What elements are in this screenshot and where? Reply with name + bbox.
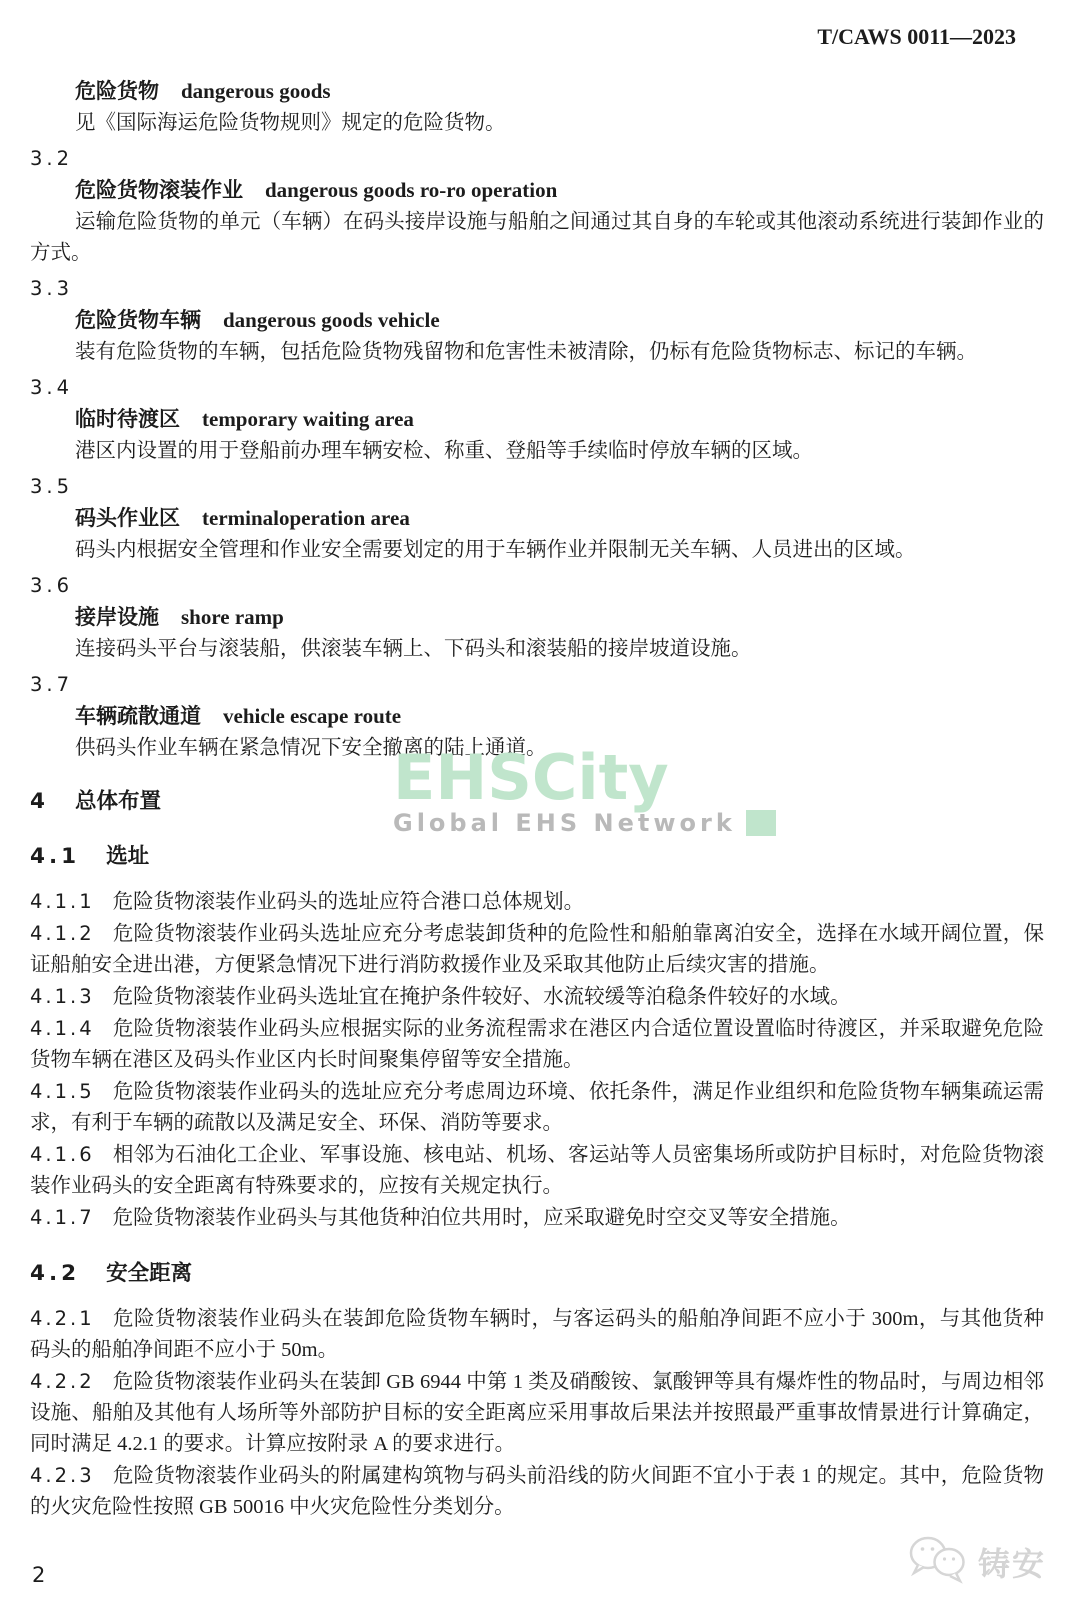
term-heading bbox=[30, 175, 1044, 207]
section-4-2-heading bbox=[30, 1258, 1044, 1289]
clause-4-1-3 bbox=[30, 981, 1044, 1013]
section-4-heading bbox=[30, 786, 1044, 817]
term-zh: 危险货物车辆 bbox=[75, 309, 201, 332]
section-title: 总体布置 bbox=[74, 789, 161, 813]
watermark-subtitle: Global EHS Network bbox=[393, 809, 736, 837]
section-title: 安全距离 bbox=[106, 1261, 193, 1285]
term-number: 3.6 bbox=[30, 574, 74, 597]
section-number: 4.2 bbox=[30, 1261, 81, 1286]
footer-logo bbox=[906, 1533, 1046, 1595]
clause-number: 4.1.6 bbox=[30, 1143, 95, 1166]
clause-text: 危险货物滚装作业码头应根据实际的业务流程需求在港区内合适位置设置临时待渡区，并采取避免危险货物车辆在港区及码头作业区内长时间聚集停留等安全措施。 bbox=[30, 1018, 1044, 1071]
term-number: 3.3 bbox=[30, 277, 74, 300]
term-en: vehicle escape route bbox=[223, 704, 402, 728]
term-en: dangerous goods bbox=[181, 79, 331, 103]
clause-number: 4.1.7 bbox=[30, 1206, 95, 1229]
term-zh: 危险货物滚装作业 bbox=[75, 179, 243, 202]
term-zh: 码头作业区 bbox=[75, 507, 180, 530]
term-definition: 连接码头平台与滚装船，供滚装车辆上、下码头和滚装船的接岸坡道设施。 bbox=[75, 638, 752, 660]
clause-text: 危险货物滚装作业码头的选址应充分考虑周边环境、依托条件，满足作业组织和危险货物车辆集疏运需求，有利于车辆的疏散以及满足安全、环保、消防等要求。 bbox=[30, 1081, 1044, 1134]
term-en: temporary waiting area bbox=[202, 407, 414, 431]
term-number: 3.7 bbox=[30, 673, 74, 696]
clause-text: 危险货物滚装作业码头选址应充分考虑装卸货种的危险性和船舶靠离泊安全，选择在水域开阔位置，保证船舶安全进出港，方便紧急情况下进行消防救援作业及采取其他防止后续灾害的措施。 bbox=[30, 923, 1044, 976]
term-number: 3.2 bbox=[30, 147, 74, 170]
term-definition: 港区内设置的用于登船前办理车辆安检、称重、登船等手续临时停放车辆的区域。 bbox=[75, 440, 813, 462]
term-number: 3.4 bbox=[30, 376, 74, 399]
term-definition: 见《国际海运危险货物规则》规定的危险货物。 bbox=[75, 112, 506, 134]
clause-text: 危险货物滚装作业码头的附属建构筑物与码头前沿线的防火间距不宜小于表 1 的规定。其中，危险货物的火灾危险性按照 GB 50016 中火灾危险性分类划分。 bbox=[30, 1465, 1044, 1518]
clause-number: 4.1.1 bbox=[30, 890, 95, 913]
header-doc-number: T/CAWS 0011—2023 bbox=[817, 24, 1016, 49]
clause-4-1-7 bbox=[30, 1202, 1044, 1234]
clause-number: 4.1.4 bbox=[30, 1017, 95, 1040]
clause-text: 危险货物滚装作业码头的选址应符合港口总体规划。 bbox=[112, 891, 585, 913]
term-heading bbox=[30, 305, 1044, 337]
clause-number: 4.1.5 bbox=[30, 1080, 95, 1103]
clause-4-1-4 bbox=[30, 1013, 1044, 1076]
section-title: 选址 bbox=[106, 844, 150, 868]
term-definition: 运输危险货物的单元（车辆）在码头接岸设施与船舶之间通过其自身的车轮或其他滚动系统进行装卸作业的方式。 bbox=[30, 211, 1044, 264]
clause-group-4-1 bbox=[30, 886, 1044, 1234]
clause-number: 4.1.3 bbox=[30, 985, 95, 1008]
clause-number: 4.2.1 bbox=[30, 1307, 95, 1330]
clause-group-4-2 bbox=[30, 1303, 1044, 1523]
clause-number: 4.2.2 bbox=[30, 1370, 95, 1393]
footer-logo-text: 铸安 bbox=[977, 1545, 1046, 1582]
clause-4-1-2 bbox=[30, 918, 1044, 981]
term-heading bbox=[30, 602, 1044, 634]
clause-text: 危险货物滚装作业码头在装卸危险货物车辆时，与客运码头的船舶净间距不应小于 300m，与其他货种码头的船舶净间距不应小于 50m。 bbox=[30, 1308, 1044, 1361]
term-definition: 装有危险货物的车辆，包括危险货物残留物和危害性未被清除，仍标有危险货物标志、标记的车辆。 bbox=[75, 341, 977, 363]
term-en: terminaloperation area bbox=[202, 506, 410, 530]
section-number: 4.1 bbox=[30, 844, 81, 869]
clause-4-2-1 bbox=[30, 1303, 1044, 1366]
clause-4-1-5 bbox=[30, 1076, 1044, 1139]
term-definition: 码头内根据安全管理和作业安全需要划定的用于车辆作业并限制无关车辆、人员进出的区域。 bbox=[75, 539, 916, 561]
term-heading bbox=[30, 76, 1044, 108]
term-heading bbox=[30, 404, 1044, 436]
term-zh: 临时待渡区 bbox=[75, 408, 180, 431]
footer-page-number: 2 bbox=[32, 1563, 46, 1587]
term-zh: 车辆疏散通道 bbox=[75, 705, 201, 728]
watermark-title: EHSCity bbox=[393, 741, 669, 814]
term-definition: 供码头作业车辆在紧急情况下安全撤离的陆上通道。 bbox=[75, 737, 547, 759]
clause-text: 危险货物滚装作业码头与其他货种泊位共用时，应采取避免时空交叉等安全措施。 bbox=[112, 1207, 851, 1229]
term-zh: 接岸设施 bbox=[75, 606, 159, 629]
term-en: dangerous goods vehicle bbox=[223, 308, 440, 332]
term-heading bbox=[30, 701, 1044, 733]
clause-4-2-3 bbox=[30, 1460, 1044, 1523]
clause-4-1-1 bbox=[30, 886, 1044, 918]
term-en: dangerous goods ro-ro operation bbox=[265, 178, 558, 202]
clause-text: 危险货物滚装作业码头选址宜在掩护条件较好、水流较缓等泊稳条件较好的水域。 bbox=[112, 986, 851, 1008]
section-4-1-heading bbox=[30, 841, 1044, 872]
term-en: shore ramp bbox=[181, 605, 284, 629]
section-number: 4 bbox=[30, 789, 49, 814]
clause-4-2-2 bbox=[30, 1366, 1044, 1460]
term-number: 3.5 bbox=[30, 475, 74, 498]
clause-4-1-6 bbox=[30, 1139, 1044, 1202]
clause-number: 4.1.2 bbox=[30, 922, 95, 945]
clause-text: 相邻为石油化工企业、军事设施、核电站、机场、客运站等人员密集场所或防护目标时，对危险货物滚装作业码头的安全距离有特殊要求的，应按有关规定执行。 bbox=[30, 1144, 1044, 1197]
clause-text: 危险货物滚装作业码头在装卸 GB 6944 中第 1 类及硝酸铵、氯酸钾等具有爆炸性的物品时，与周边相邻设施、船舶及其他有人场所等外部防护目标的安全距离应采用事故后果法并按照最严重事故情景进行计算确定，同时满足 4.2.1 的要求。计算应按附录 A 的要求进行。 bbox=[30, 1371, 1044, 1455]
term-heading bbox=[30, 503, 1044, 535]
wechat-bubbles-icon bbox=[906, 1533, 970, 1595]
clause-number: 4.2.3 bbox=[30, 1464, 95, 1487]
term-zh: 危险货物 bbox=[75, 80, 159, 103]
